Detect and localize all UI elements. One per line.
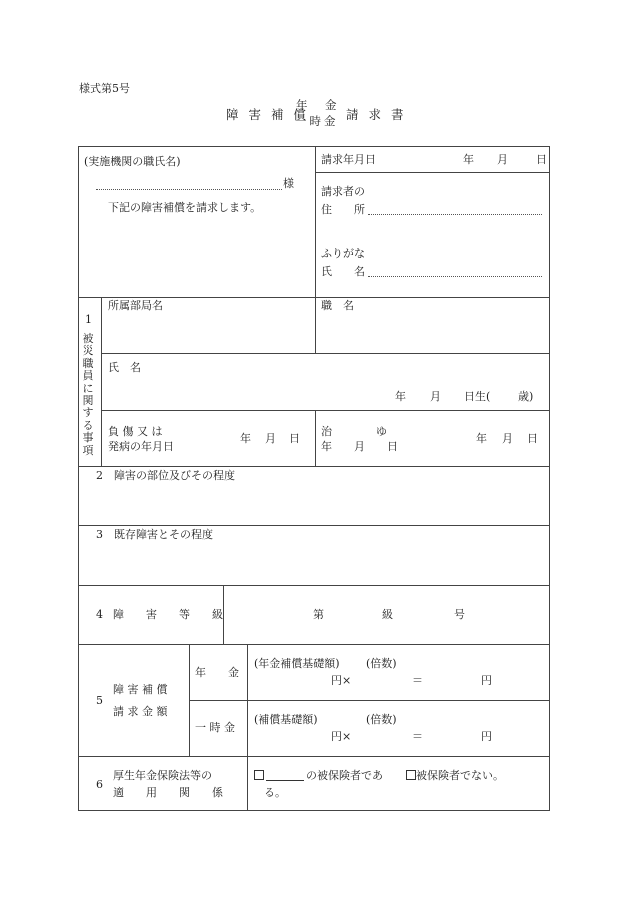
section1-number: 1	[85, 313, 92, 326]
claimant-label: 請求者の	[321, 185, 365, 198]
request-date-label: 請求年月日	[321, 153, 376, 166]
injury-day: 日	[289, 432, 300, 445]
nenkin-yen-times: 円×	[331, 674, 352, 687]
col-divider	[315, 410, 316, 466]
birth-year: 年	[395, 390, 406, 403]
section6-label-line1: 厚生年金保険法等の	[113, 769, 212, 782]
nenkin-equals: ＝	[412, 674, 423, 687]
cure-day: 日	[527, 432, 538, 445]
form-title-nenkin: 年 金	[296, 98, 340, 112]
row-divider	[78, 644, 550, 645]
col-divider	[223, 585, 224, 644]
birth-month: 月	[430, 390, 441, 403]
injury-label-line2: 発病の年月日	[108, 440, 174, 453]
form-title-ichijikin: 一時金	[295, 114, 339, 128]
cure-year: 年	[476, 432, 487, 445]
nenkin-times-label: (倍数)	[366, 657, 397, 670]
request-date-month: 月	[497, 153, 508, 166]
row-divider	[78, 525, 550, 526]
section4-label: 障 害 等 級	[113, 608, 223, 621]
post-label: 職 名	[321, 299, 354, 312]
insured-text: の被保険者であ	[306, 769, 383, 782]
claimant-name-label: 氏 名	[321, 265, 365, 278]
ichiji-times-label: (倍数)	[366, 713, 397, 726]
row-divider	[78, 585, 550, 586]
claimant-name-line[interactable]	[368, 276, 542, 277]
nenkin-label: 年 金	[195, 666, 239, 679]
row-divider	[101, 410, 550, 411]
furigana-label: ふりがな	[321, 247, 365, 260]
row-divider	[189, 700, 550, 701]
section4-number: 4	[96, 608, 103, 621]
victim-name-label: 氏 名	[108, 361, 141, 374]
agency-name-line[interactable]	[96, 189, 282, 190]
ichiji-yen-result: 円	[481, 730, 492, 743]
section6-label-line2: 適 用 関 係	[113, 786, 223, 799]
ichiji-base-label: (補償基礎額)	[254, 713, 318, 726]
insured-text-cont: る。	[264, 786, 286, 799]
row-divider	[78, 297, 550, 298]
section6-number: 6	[96, 778, 103, 791]
form-number: 様式第5号	[79, 82, 130, 95]
section2-label: 2 障害の部位及びその程度	[96, 469, 235, 482]
section1-vertical-label: 被災職員に関する事項	[82, 332, 94, 457]
injury-label-line1: 負 傷 又 は	[108, 425, 163, 438]
row-divider	[78, 756, 550, 757]
col-divider	[315, 146, 316, 353]
request-text: 下記の障害補償を請求します。	[108, 201, 262, 214]
row-divider	[315, 172, 550, 173]
nenkin-base-label: (年金補償基礎額)	[254, 657, 340, 670]
not-insured-option[interactable]	[406, 769, 504, 783]
request-date-day: 日	[536, 153, 547, 166]
not-insured-checkbox[interactable]	[406, 770, 416, 780]
dept-label: 所属部局名	[108, 299, 163, 312]
address-label: 住 所	[321, 203, 365, 216]
not-insured-text: 被保険者でない。	[416, 769, 504, 782]
ichiji-yen-times: 円×	[331, 730, 352, 743]
row-divider	[78, 466, 550, 467]
section5-label-line2: 請 求 金 額	[113, 705, 168, 718]
col-divider	[101, 297, 102, 466]
insurance-type-blank[interactable]	[266, 769, 304, 781]
agency-label: (実施機関の職氏名)	[84, 155, 181, 168]
form-title-left: 障 害 補 償	[226, 107, 309, 122]
row-divider	[101, 353, 550, 354]
ichiji-label: 一 時 金	[195, 721, 235, 734]
section5-number: 5	[96, 694, 103, 707]
insured-checkbox[interactable]	[254, 770, 264, 780]
col-divider	[189, 644, 190, 756]
ichiji-equals: ＝	[412, 730, 423, 743]
section3-label: 3 既存障害とその程度	[96, 528, 213, 541]
injury-month: 月	[265, 432, 276, 445]
nenkin-yen-result: 円	[481, 674, 492, 687]
cure-label-line2: 年 月 日	[321, 440, 398, 453]
grade-go: 号	[454, 608, 465, 621]
section5-label-line1: 障 害 補 償	[113, 683, 168, 696]
col-divider	[247, 644, 248, 811]
cure-month: 月	[502, 432, 513, 445]
birth-day: 日生(	[464, 390, 491, 403]
grade-dai: 第	[313, 608, 324, 621]
sama-text: 様	[283, 177, 294, 190]
address-line[interactable]	[368, 214, 542, 215]
birth-age: 歳)	[518, 390, 534, 403]
cure-label-line1: 治 ゆ	[321, 425, 387, 438]
grade-kyu: 級	[382, 608, 393, 621]
form-title-right: 請 求 書	[346, 107, 407, 122]
insured-option[interactable]	[254, 769, 383, 783]
request-date-year: 年	[463, 153, 474, 166]
injury-year: 年	[240, 432, 251, 445]
